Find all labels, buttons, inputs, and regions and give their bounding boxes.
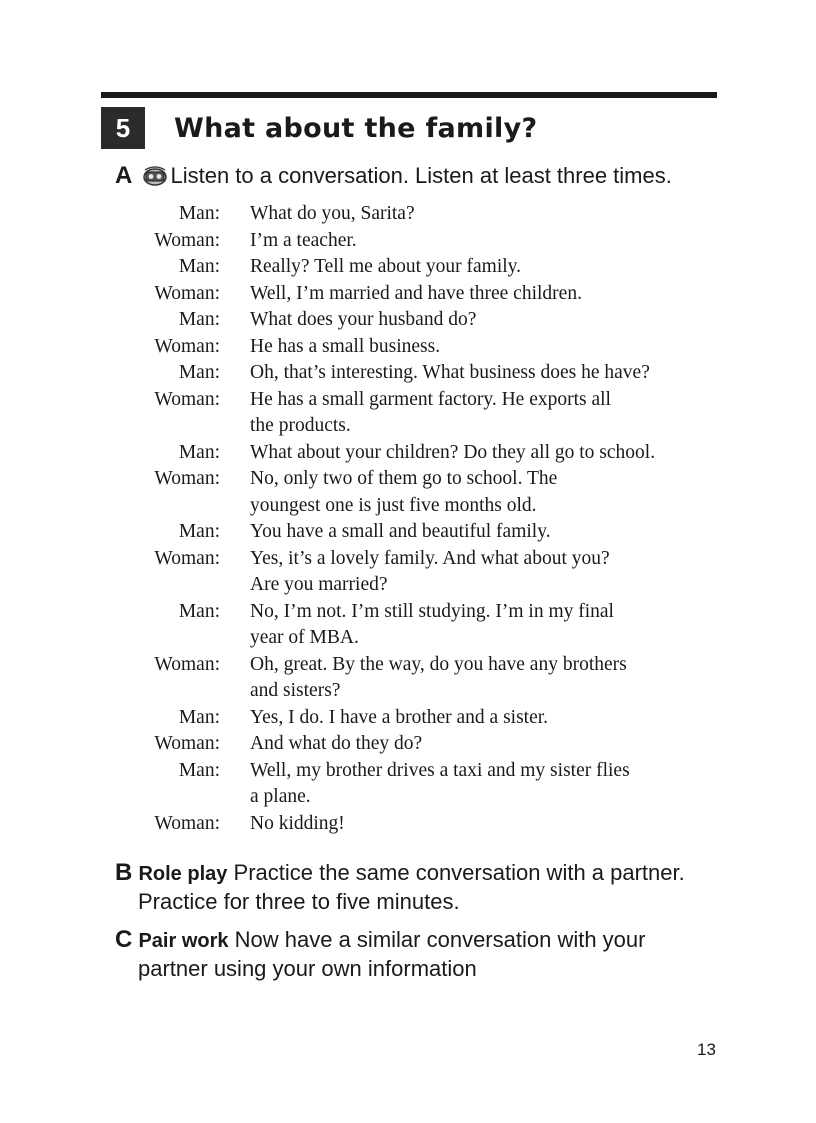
dialogue-line: No, I’m not. I’m still studying. I’m in my final year of MBA. [250,600,614,648]
dialogue-turn [120,254,770,281]
exercise-c-line2: partner using your own information [138,956,477,981]
speaker-label: Woman: [154,229,220,251]
section-number-badge: 5 [101,107,145,149]
dialogue-turn [120,546,770,599]
dialogue-turn [120,519,770,546]
dialogue-line: Yes, it’s a lovely family. And what about you? Are you married? [250,547,610,595]
cassette-icon [142,165,168,193]
speaker-label: Woman: [154,733,220,754]
exercise-c-title: Pair work [138,930,229,952]
dialogue-line: What does your husband do? [250,309,477,330]
exercise-b [115,859,765,915]
exercise-a-instruction: Listen to a conversation. Listen at least three times. [170,163,672,188]
speaker-label: Woman: [154,653,220,675]
dialogue-turn [120,334,770,361]
dialogue-line: I’m a teacher. [250,229,357,251]
speaker-label: Woman: [154,335,220,357]
page-number: 13 [697,1040,716,1059]
dialogue-turn [120,652,770,705]
dialogue-turn [120,599,770,652]
dialogue-line: Oh, that’s interesting. What business does he have? [250,362,650,383]
dialogue-turn [120,201,770,228]
dialogue-turn [120,307,770,334]
dialogue-line: He has a small business. [250,335,441,357]
speaker-label: Man: [178,203,220,224]
section-title: What about the family? [174,113,538,144]
dialogue-turn [120,360,770,387]
dialogue-turn [120,731,770,758]
dialogue-line: No kidding! [250,812,345,834]
dialogue-line: Really? Tell me about your family. [250,256,522,277]
exercise-b-letter: B [115,859,133,886]
exercise-b-title: Role play [138,863,228,885]
dialogue-turn [120,705,770,732]
speaker-label: Woman: [154,547,220,569]
dialogue-line: What about your children? Do they all go to school. [250,441,656,463]
dialogue-turn [120,811,770,838]
dialogue-line: No, only two of them go to school. The youngest one is just five months old. [250,468,558,516]
exercise-b-line1: Practice the same conversation with a partner. [233,860,685,885]
speaker-label: Man: [178,256,220,277]
speaker-label: Man: [178,309,220,330]
dialogue-turn [120,281,770,308]
speaker-label: Woman: [154,812,220,834]
dialogue-turn [120,440,770,467]
exercise-c [115,926,765,982]
exercise-b-line2: Practice for three to five minutes. [138,889,460,914]
exercise-a [115,162,672,193]
dialogue-line: Well, my brother drives a taxi and my sister flies a plane. [250,759,630,807]
top-rule [101,92,717,98]
exercise-a-letter: A [115,162,133,189]
dialogue-line: Yes, I do. I have a brother and a sister. [250,706,549,728]
dialogue [120,201,770,837]
dialogue-line: You have a small and beautiful family. [250,521,551,542]
dialogue-turn [120,758,770,811]
dialogue-line: He has a small garment factory. He exports all the products. [250,388,611,436]
speaker-label: Man: [178,362,220,383]
dialogue-turn [120,228,770,255]
exercise-c-letter: C [115,926,133,953]
speaker-label: Woman: [154,282,220,304]
speaker-label: Woman: [154,468,220,489]
exercise-c-line1: Now have a similar conversation with your [234,927,646,952]
dialogue-line: What do you, Sarita? [250,203,415,224]
dialogue-turn [120,387,770,440]
dialogue-line: Oh, great. By the way, do you have any brothers and sisters? [250,653,627,701]
speaker-label: Man: [178,759,220,781]
dialogue-line: Well, I’m married and have three children. [250,282,582,304]
dialogue-line: And what do they do? [250,733,423,754]
speaker-label: Man: [178,600,220,622]
speaker-label: Man: [178,441,220,463]
speaker-label: Man: [178,706,220,728]
speaker-label: Woman: [154,388,220,410]
dialogue-turn [120,466,770,519]
speaker-label: Man: [178,521,220,542]
